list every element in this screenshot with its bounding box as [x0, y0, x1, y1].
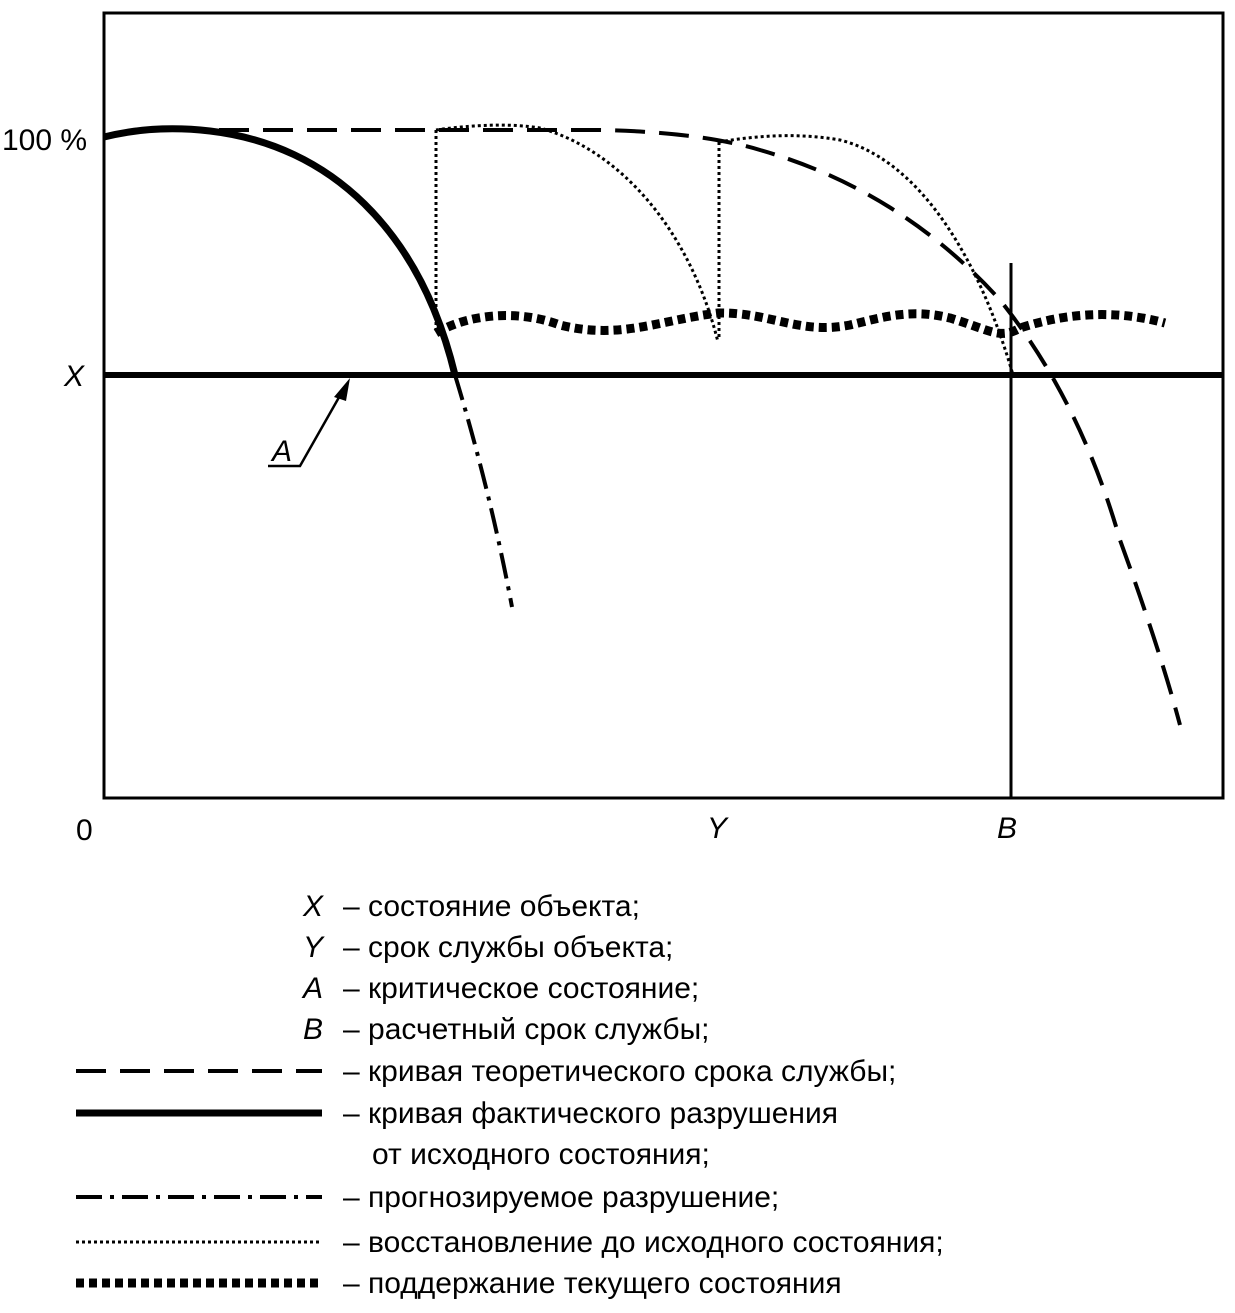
legend-symbol-y: Y: [303, 931, 324, 964]
legend-symbol-b: B: [303, 1013, 324, 1046]
legend-text-solid-cont: от исходного состояния;: [372, 1138, 710, 1171]
actual-deterioration-curve: [104, 129, 455, 375]
legend-text-solid: – кривая фактического разрушения: [343, 1097, 838, 1130]
legend-text-dash-dot: – прогнозируемое разрушение;: [343, 1181, 780, 1214]
maintenance-curve: [436, 313, 1165, 333]
legend-symbol-a: A: [303, 972, 324, 1005]
legend-text-a: – критическое состояние;: [343, 972, 700, 1005]
legend-text-y: – срок службы объекта;: [343, 931, 674, 964]
label-b-design-life: B: [997, 812, 1018, 845]
label-y-service-life: Y: [707, 812, 728, 845]
label-a-critical: A: [272, 435, 293, 468]
label-x-state: X: [64, 360, 85, 393]
legend: [76, 890, 944, 1300]
restoration-curves: [436, 125, 1013, 375]
legend-text-b: – расчетный срок службы;: [343, 1013, 710, 1046]
legend-text-thick-dotted: – поддержание текущего состояния: [343, 1267, 842, 1300]
legend-text-fine-dotted: – восстановление до исходного состояния;: [343, 1226, 944, 1259]
legend-text-x: – состояние объекта;: [343, 890, 640, 923]
predicted-deterioration-curve: [455, 375, 512, 607]
legend-text-dashed: – кривая теоретического срока службы;: [343, 1055, 897, 1088]
arrow-head-icon: [334, 378, 350, 401]
theoretical-life-curve: [175, 130, 1180, 725]
label-origin: 0: [76, 814, 93, 847]
legend-symbol-x: X: [303, 890, 324, 923]
label-100-percent: 100 %: [2, 124, 88, 157]
